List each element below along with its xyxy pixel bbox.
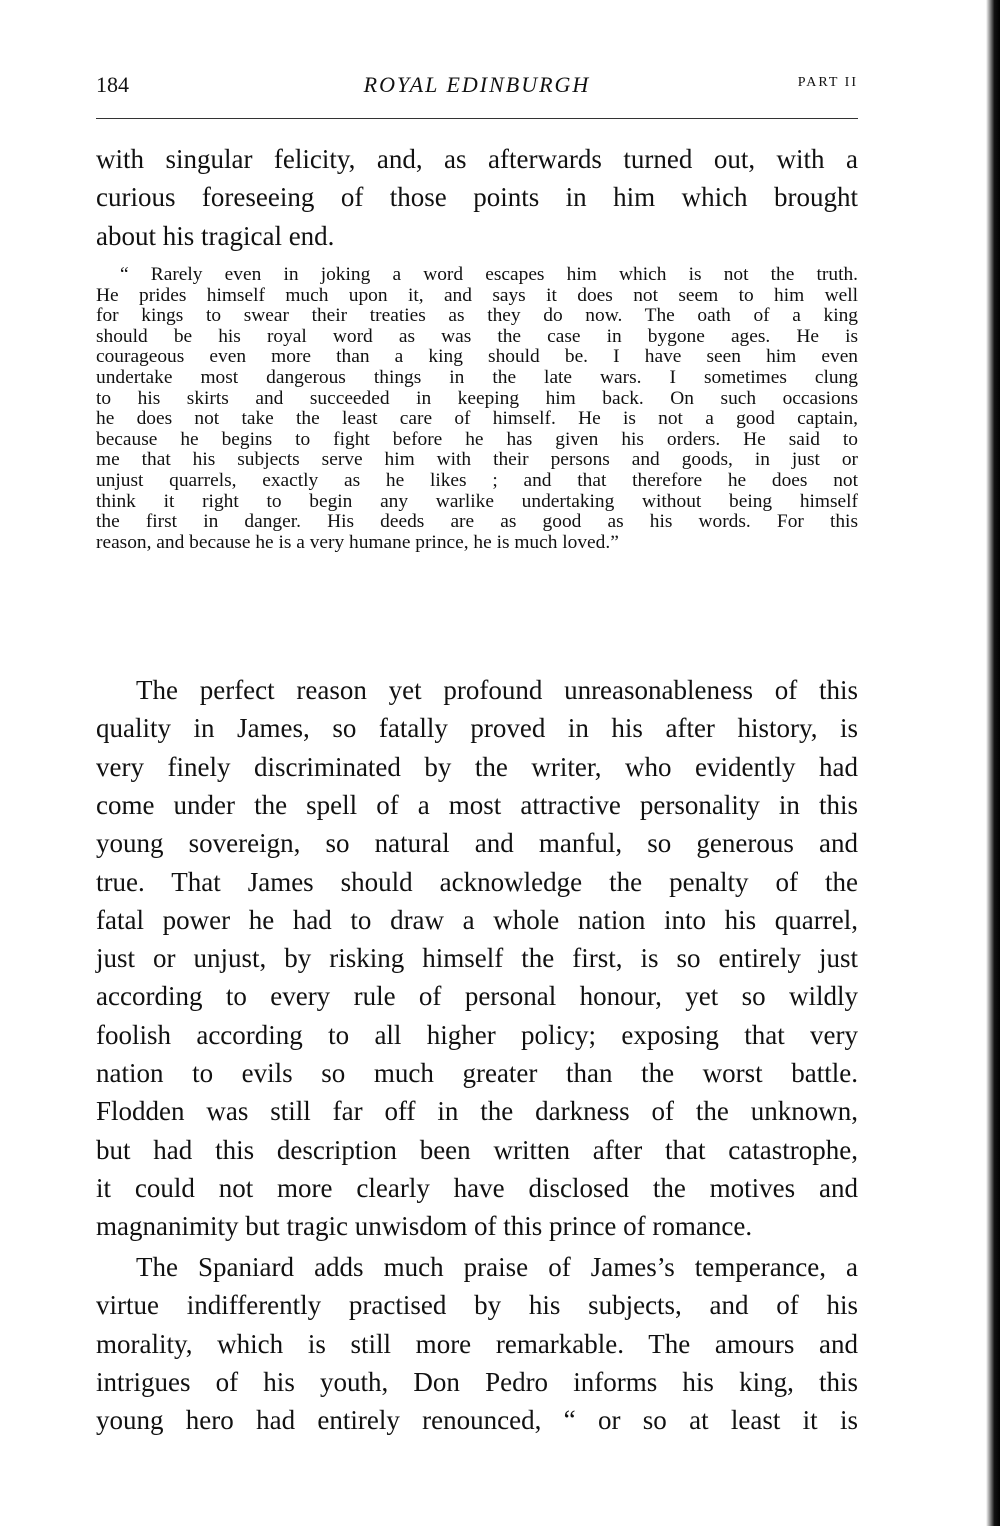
part-label: PART II	[797, 75, 858, 90]
quote-line: reason, and because he is a very humane prince, he is much loved.”	[96, 531, 619, 553]
page-number: 184	[96, 72, 129, 97]
quote-line: He prides himself much upon it, and says it does not seem to him well	[96, 284, 858, 306]
text-line: The perfect reason yet profound unreasonableness of this	[136, 675, 858, 705]
text-line: about his tragical end.	[96, 220, 335, 251]
text-line: young hero had entirely renounced, “ or so at least it is	[96, 1405, 858, 1436]
quote-line: to his skirts and succeeded in keeping him back. On such occasions	[96, 387, 858, 409]
text-line: foolish according to all higher policy; exposing that very	[96, 1019, 858, 1050]
quote-line: the first in danger. His deeds are as good as his words. For this	[96, 511, 858, 533]
quote-line: undertake most dangerous things in the late wars. I sometimes clung	[96, 367, 858, 388]
header-rule	[96, 118, 858, 119]
quote-line: unjust quarrels, exactly as he likes ; and that therefore he does not	[96, 470, 858, 491]
quote-line: “ Rarely even in joking a word escapes him which is not the truth.	[120, 264, 858, 285]
text-line: young sovereign, so natural and manful, so generous and	[96, 828, 858, 859]
text-line: nation to evils so much greater than the worst battle.	[96, 1058, 858, 1088]
quote-line: think it right to begin any warlike undertaking without being himself	[96, 490, 858, 512]
text-line: morality, which is still more remarkable. The amours and	[96, 1328, 858, 1359]
text-line: according to every rule of personal honour, yet so wildly	[96, 981, 858, 1012]
text-line: quality in James, so fatally proved in his after history, is	[96, 713, 858, 744]
quote-line: he does not take the least care of himself. He is not a good captain,	[96, 408, 858, 430]
quote-line: should be his royal word as was the case in bygone ages. He is	[96, 325, 858, 347]
text-line: Flodden was still far off in the darkness of the unknown,	[96, 1096, 858, 1127]
text-line: magnanimity but tragic unwisdom of this prince of romance.	[96, 1211, 753, 1242]
text-line: curious foreseeing of those points in him which brought	[96, 182, 858, 213]
text-line: virtue indifferently practised by his subjects, and of his	[96, 1290, 858, 1321]
text-line: fatal power he had to draw a whole nation into his quarrel,	[96, 904, 858, 935]
running-title: ROYAL EDINBURGH	[363, 72, 591, 97]
quote-line: courageous even more than a king should be. I have seen him even	[96, 346, 858, 368]
text-line: with singular felicity, and, as afterwards turned out, with a	[96, 144, 858, 174]
text-line: but had this description been written after that catastrophe,	[96, 1134, 858, 1165]
text-line: The Spaniard adds much praise of James’s temperance, a	[136, 1252, 858, 1282]
running-header	[96, 72, 858, 102]
quote-line: me that his subjects serve him with their persons and goods, in just or	[96, 449, 858, 471]
text-line: come under the spell of a most attractive personality in this	[96, 789, 858, 820]
text-line: very finely discriminated by the writer, who evidently had	[96, 751, 858, 782]
quote-line: for kings to swear their treaties as they do now. The oath of a king	[96, 305, 858, 327]
text-line: intrigues of his youth, Don Pedro informs his king, this	[96, 1366, 858, 1397]
quote-line: because he begins to fight before he has given his orders. He said to	[96, 428, 858, 450]
text-line: true. That James should acknowledge the penalty of the	[96, 866, 858, 897]
text-line: just or unjust, by risking himself the first, is so entirely just	[96, 943, 858, 974]
scan-edge-shadow	[986, 0, 1000, 1526]
text-line: it could not more clearly have disclosed the motives and	[96, 1172, 858, 1203]
